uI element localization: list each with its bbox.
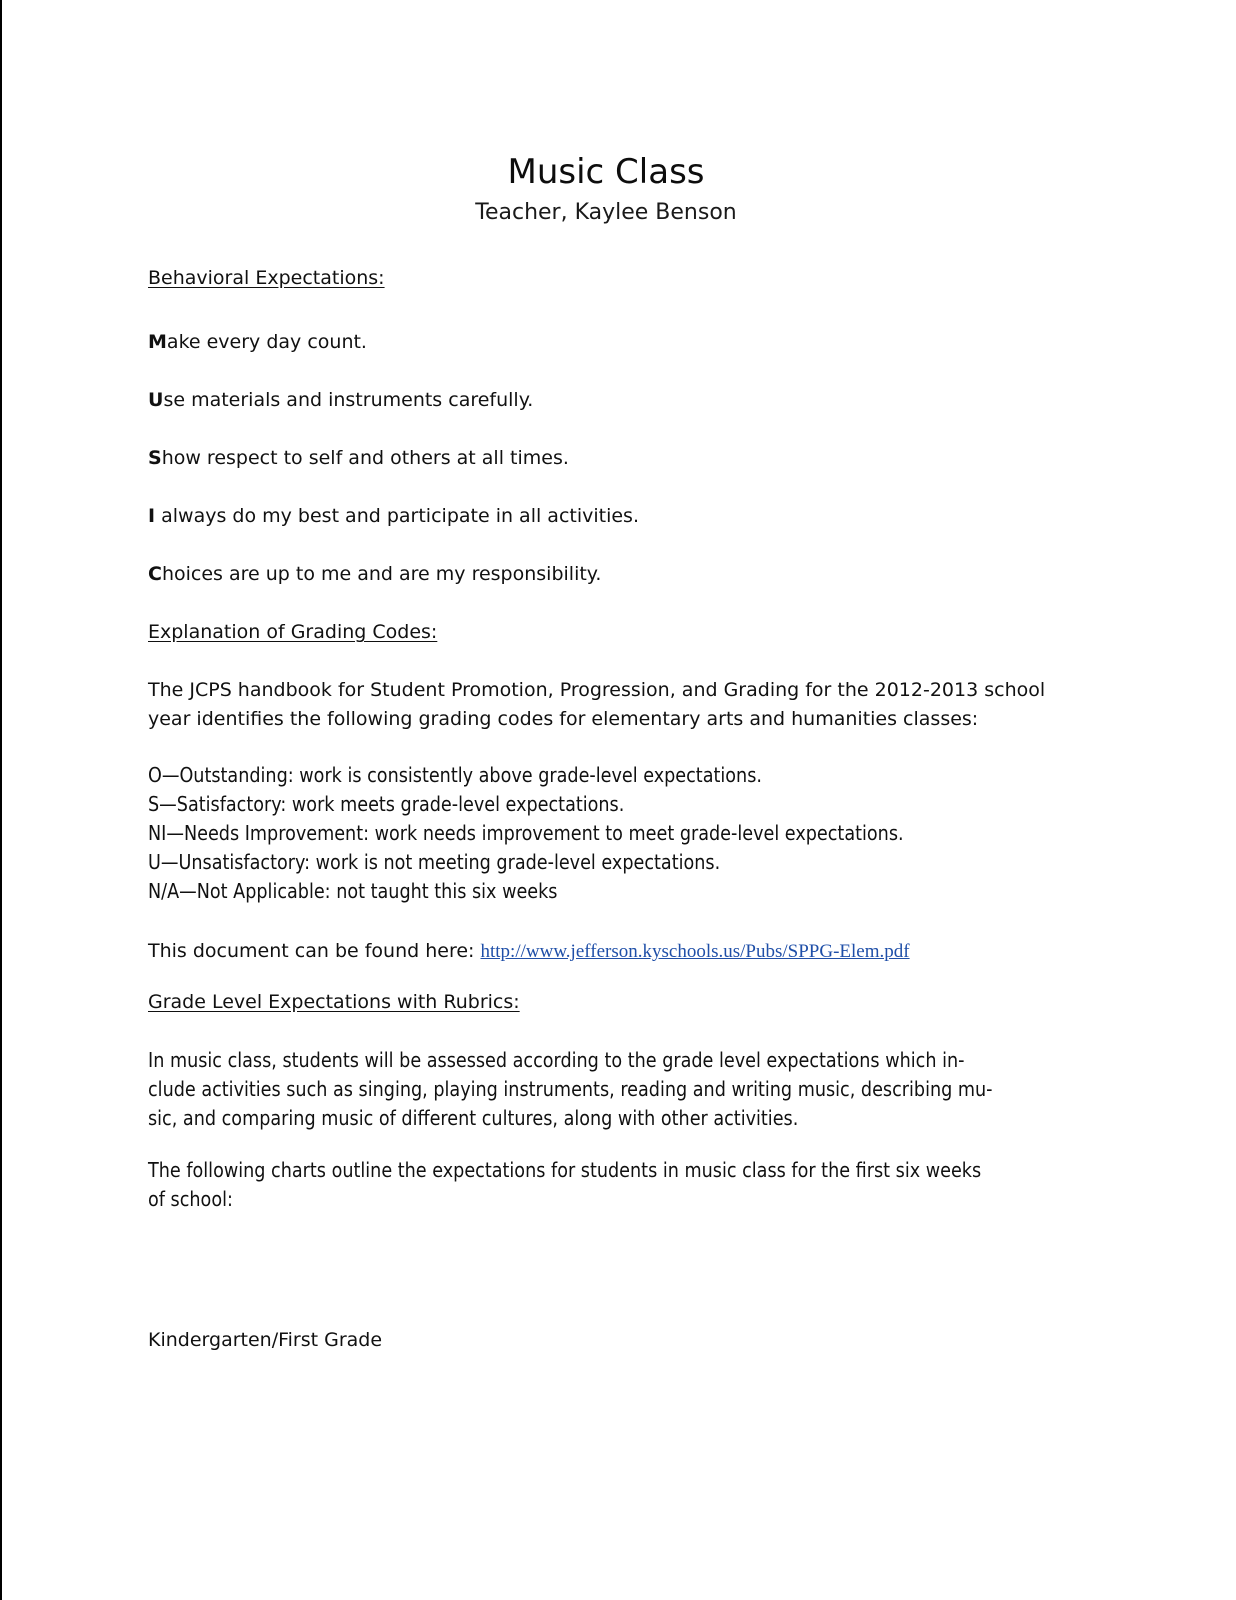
rubrics-heading: Grade Level Expectations with Rubrics: xyxy=(148,991,520,1013)
paragraph-line: clude activities such as singing, playing instruments, reading and writing music, describing mu- xyxy=(148,1077,993,1101)
paragraph-line: of school: xyxy=(148,1187,233,1211)
grading-heading: Explanation of Grading Codes: xyxy=(148,621,438,643)
rubrics-paragraph-1 xyxy=(148,1046,993,1133)
behavior-text: se materials and instruments carefully. xyxy=(163,389,534,411)
behavioral-heading: Behavioral Expectations: xyxy=(148,267,385,289)
behavior-text: always do my best and participate in all activities. xyxy=(155,505,639,527)
behavior-initial: C xyxy=(148,563,162,585)
behavior-item xyxy=(148,329,367,355)
grading-intro-line-2: year identifies the following grading codes for elementary arts and humanities classes: xyxy=(148,708,979,730)
behavior-item xyxy=(148,445,569,471)
behavior-initial: I xyxy=(148,505,156,527)
document-subtitle: Teacher, Kaylee Benson xyxy=(475,200,737,225)
behavior-item xyxy=(148,387,533,413)
grading-intro-line-1: The JCPS handbook for Student Promotion, Progression, and Grading for the 2012-2013 school xyxy=(148,679,1046,701)
document-title: Music Class xyxy=(507,152,705,192)
grading-code-item: N/A—Not Applicable: not taught this six weeks xyxy=(148,879,558,903)
rubrics-paragraph-2 xyxy=(148,1156,981,1214)
behavior-text: how respect to self and others at all times. xyxy=(161,447,569,469)
paragraph-line: In music class, students will be assessed according to the grade level expectations which in- xyxy=(148,1048,965,1072)
grading-code-item: O—Outstanding: work is consistently above grade-level expectations. xyxy=(148,763,762,787)
grade-level-label: Kindergarten/First Grade xyxy=(148,1329,383,1351)
behavior-initial: S xyxy=(148,447,162,469)
grading-code-item: S—Satisfactory: work meets grade-level expectations. xyxy=(148,792,625,816)
behavior-item xyxy=(148,561,601,587)
source-label: This document can be found here: xyxy=(148,940,481,962)
paragraph-line: The following charts outline the expectations for students in music class for the first six weeks xyxy=(148,1158,982,1182)
grading-code-item: NI—Needs Improvement: work needs improvement to meet grade-level expectations. xyxy=(148,821,904,845)
source-link[interactable]: http://www.jefferson.kyschools.us/Pubs/SPPG-Elem.pdf xyxy=(480,941,910,962)
grading-codes-list xyxy=(148,761,904,906)
behavior-initial: U xyxy=(148,389,164,411)
grading-code-item: U—Unsatisfactory: work is not meeting grade-level expectations. xyxy=(148,850,721,874)
paragraph-line: sic, and comparing music of different cultures, along with other activities. xyxy=(148,1106,799,1130)
behavior-item xyxy=(148,503,639,529)
behavior-text: hoices are up to me and are my responsibility. xyxy=(161,563,602,585)
source-line xyxy=(148,938,910,965)
behavior-text: ake every day count. xyxy=(166,331,367,353)
behavior-initial: M xyxy=(148,331,167,353)
